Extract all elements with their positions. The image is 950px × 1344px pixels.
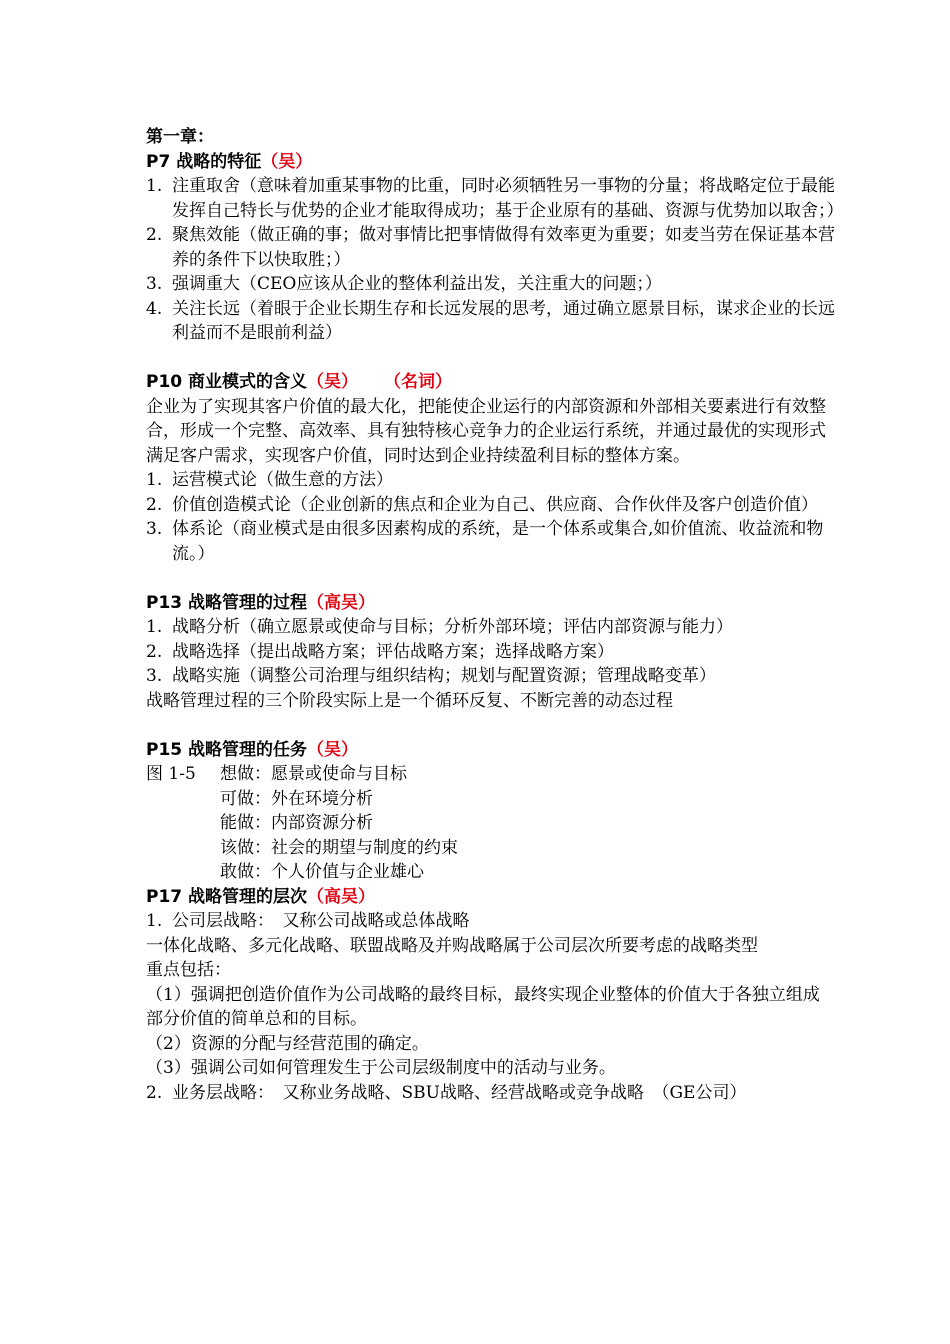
section-title: P13 战略管理的过程 bbox=[146, 592, 308, 613]
item-number: 1. bbox=[146, 617, 163, 637]
point-item: （2）资源的分配与经营范围的确定。 bbox=[146, 1033, 429, 1054]
paragraph: 一体化战略、多元化战略、联盟战略及并购战略属于公司层次所要考虑的战略类型 bbox=[146, 935, 758, 956]
chapter-title: 第一章： bbox=[146, 127, 214, 147]
list-item bbox=[146, 1081, 836, 1106]
item-text: 公司层战略： 又称公司战略或总体战略 bbox=[172, 911, 470, 931]
point-item: （3）强调公司如何管理发生于公司层级制度中的活动与业务。 bbox=[146, 1058, 616, 1078]
section-tag: （高吴） bbox=[307, 886, 376, 907]
section-tag: （吴） bbox=[261, 151, 313, 172]
figure-row: 该做：社会的期望与制度的约束 bbox=[220, 837, 458, 858]
section-title: P7 战略的特征 bbox=[146, 151, 262, 172]
item-text: 注重取舍（意味着加重某事物的比重，同时必须牺牲另一事物的分量；将战略定位于最能发挥自己特长与优势的企业才能取得成功；基于企业原有的基础、资源与优势加以取舍；） bbox=[172, 176, 844, 221]
section-heading-p17 bbox=[146, 885, 836, 910]
item-text: 体系论（商业模式是由很多因素构成的系统，是一个体系或集合,如价值流、收益流和物流。） bbox=[172, 519, 824, 564]
item-number: 4. bbox=[146, 298, 163, 319]
item-number: 3. bbox=[146, 666, 163, 686]
section-title: P17 战略管理的层次 bbox=[146, 886, 308, 907]
list-item bbox=[146, 615, 836, 640]
item-text: 关注长远（着眼于企业长期生存和长远发展的思考，通过确立愿景目标，谋求企业的长远利益而不是眼前利益） bbox=[172, 298, 835, 343]
section-heading-p13 bbox=[146, 591, 836, 616]
list-item bbox=[146, 640, 836, 665]
figure-row: 可做：外在环境分析 bbox=[220, 788, 373, 809]
figure-row: 能做：内部资源分析 bbox=[220, 813, 373, 833]
section-tag: （吴） bbox=[307, 739, 359, 760]
figure-row bbox=[146, 762, 836, 787]
figure-label: 图 1-5 bbox=[146, 764, 196, 784]
point-item: （1）强调把创造价值作为公司战略的最终目标，最终实现企业整体的价值大于各独立组成部分价值的简单总和的目标。 bbox=[146, 984, 820, 1029]
section-heading-p7 bbox=[146, 150, 836, 175]
section-tag: （高吴） bbox=[307, 592, 376, 613]
item-number: 2. bbox=[146, 225, 163, 245]
list-item bbox=[146, 468, 836, 493]
section-tag: （吴） bbox=[307, 372, 359, 392]
item-text: 聚焦效能（做正确的事；做对事情比把事情做得有效率更为重要；如麦当劳在保证基本营养的条件下以快取胜；） bbox=[172, 225, 835, 270]
list-item bbox=[146, 272, 836, 297]
item-text: 战略分析（确立愿景或使命与目标；分析外部环境；评估内部资源与能力） bbox=[172, 617, 733, 637]
item-text: 战略选择（提出战略方案；评估战略方案；选择战略方案） bbox=[172, 641, 614, 662]
item-number: 3. bbox=[146, 519, 163, 539]
item-number: 2. bbox=[146, 1082, 163, 1103]
list-item bbox=[146, 909, 836, 934]
section-tag-noun: （名词） bbox=[384, 372, 453, 392]
item-number: 1. bbox=[146, 911, 163, 931]
document-page bbox=[146, 125, 844, 1105]
paragraph: 企业为了实现其客户价值的最大化，把能使企业运行的内部资源和外部相关要素进行有效整合，形成一个完整、高效率、具有独特核心竞争力的企业运行系统，并通过最优的实现形式满足客户需求，实现客户价值，同时达到企业持续盈利目标的整体方案。 bbox=[146, 396, 826, 466]
section-heading-p10 bbox=[146, 370, 836, 395]
item-text: 强调重大（CEO应该从企业的整体利益出发，关注重大的问题；） bbox=[172, 274, 662, 294]
list-item bbox=[146, 517, 836, 566]
item-text: 运营模式论（做生意的方法） bbox=[172, 470, 393, 490]
item-number: 3. bbox=[146, 274, 163, 294]
list-item bbox=[146, 493, 836, 518]
list-item bbox=[146, 664, 836, 689]
item-number: 2. bbox=[146, 494, 163, 515]
list-item bbox=[146, 174, 844, 223]
list-item bbox=[146, 223, 836, 272]
paragraph: 战略管理过程的三个阶段实际上是一个循环反复、不断完善的动态过程 bbox=[146, 690, 673, 711]
section-title: P10 商业模式的含义 bbox=[146, 372, 308, 392]
item-number: 1. bbox=[146, 470, 163, 490]
item-number: 1. bbox=[146, 176, 163, 196]
item-text: 业务层战略： 又称业务战略、SBU战略、经营战略或竞争战略 （GE公司） bbox=[172, 1082, 747, 1103]
figure-row: 敢做：个人价值与企业雄心 bbox=[220, 862, 424, 882]
section-title: P15 战略管理的任务 bbox=[146, 739, 308, 760]
item-text: 价值创造模式论（企业创新的焦点和企业为自己、供应商、合作伙伴及客户创造价值） bbox=[172, 494, 818, 515]
paragraph: 重点包括： bbox=[146, 960, 231, 980]
item-text: 战略实施（调整公司治理与组织结构；规划与配置资源；管理战略变革） bbox=[172, 666, 716, 686]
figure-text: 想做：愿景或使命与目标 bbox=[220, 764, 407, 784]
list-item bbox=[146, 297, 836, 346]
item-number: 2. bbox=[146, 641, 163, 662]
section-heading-p15 bbox=[146, 738, 836, 763]
